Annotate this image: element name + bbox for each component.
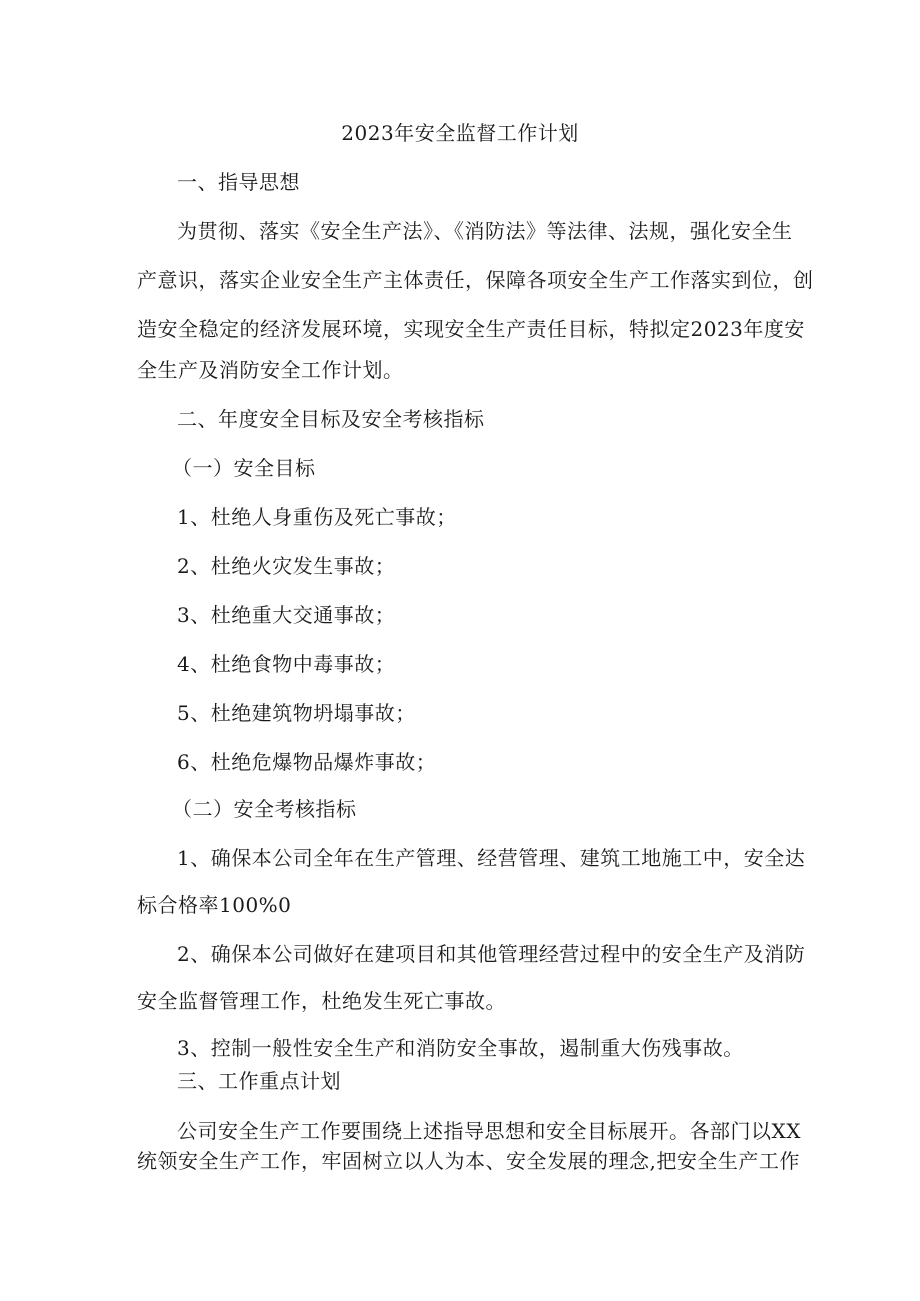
paragraph-line: 统领安全生产工作，牢固树立以人为本、安全发展的理念,把安全生产工作 <box>137 1149 800 1173</box>
paragraph-line: 2、确保本公司做好在建项目和其他管理经营过程中的安全生产及消防 <box>177 942 806 966</box>
paragraph-line: 标合格率100%0 <box>137 893 292 917</box>
section-heading-guiding-ideology: 一、指导思想 <box>177 170 300 194</box>
subsection-heading-assessment-indicators: （二）安全考核指标 <box>172 797 357 821</box>
paragraph-line: 产意识，落实企业安全生产主体责任，保障各项安全生产工作落实到位，创 <box>137 268 814 292</box>
paragraph-line: 全生产及消防安全工作计划。 <box>137 358 404 382</box>
paragraph-line: 1、确保本公司全年在生产管理、经营管理、建筑工地施工中，安全达 <box>177 846 806 870</box>
list-item: 5、杜绝建筑物坍塌事故； <box>177 701 416 725</box>
document-title: 2023年安全监督工作计划 <box>341 121 579 145</box>
list-item: 6、杜绝危爆物品爆炸事故； <box>177 750 437 774</box>
list-item: 1、杜绝人身重伤及死亡事故； <box>177 505 457 529</box>
paragraph-line: 安全监督管理工作，杜绝发生死亡事故。 <box>137 989 506 1013</box>
subsection-heading-safety-targets: （一）安全目标 <box>172 456 316 480</box>
section-heading-annual-targets: 二、年度安全目标及安全考核指标 <box>177 407 485 431</box>
list-item: 2、杜绝火灾发生事故； <box>177 554 396 578</box>
paragraph-line: 为贯彻、落实《安全生产法》、《消防法》等法律、法规，强化安全生 <box>177 219 793 243</box>
paragraph-line: 造安全稳定的经济发展环境，实现安全生产责任目标，特拟定2023年度安 <box>137 317 805 341</box>
list-item: 4、杜绝食物中毒事故； <box>177 652 396 676</box>
section-heading-work-focus: 三、工作重点计划 <box>177 1069 341 1093</box>
paragraph-line: 3、控制一般性安全生产和消防安全事故，遏制重大伤残事故。 <box>177 1036 744 1060</box>
list-item: 3、杜绝重大交通事故； <box>177 603 396 627</box>
paragraph-line: 公司安全生产工作要围绕上述指导思想和安全目标展开。各部门以XX <box>177 1119 801 1143</box>
